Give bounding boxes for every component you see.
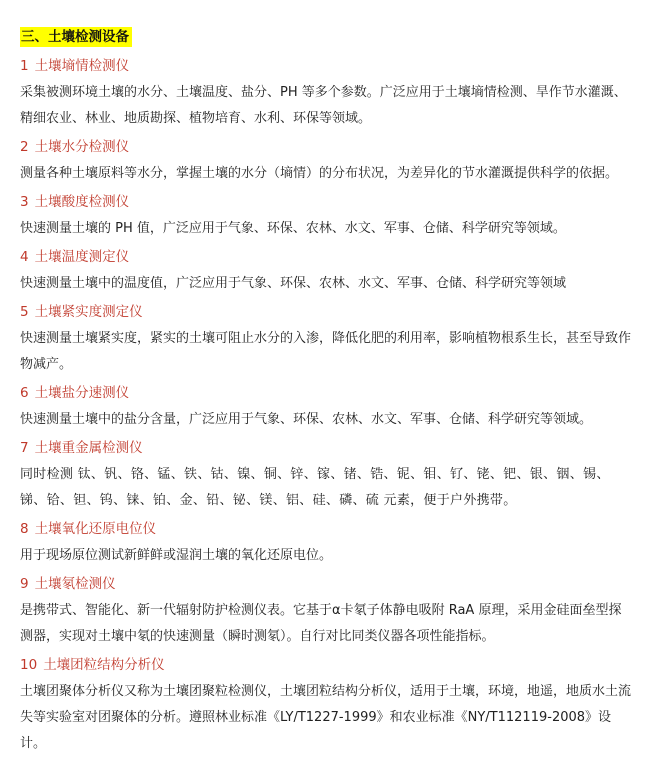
item-5	[20, 302, 632, 378]
item-title	[20, 655, 632, 675]
item-title	[20, 192, 632, 212]
item-number: 6	[20, 385, 29, 401]
item-7	[20, 438, 632, 514]
item-title	[20, 438, 632, 458]
item-number: 7	[20, 440, 29, 456]
item-10	[20, 655, 632, 757]
item-number: 8	[20, 521, 29, 537]
item-description: 是携带式、智能化、新一代辐射防护检测仪表。它基于α卡氡子体静电吸附 RaA 原理，采用金硅面垒型探测器，实现对土壤中氡的快速测量（瞬时测氡）。自行对比同类仪器各项性能指标。	[20, 603, 622, 644]
item-number: 10	[20, 657, 38, 673]
item-description: 快速测量土壤中的盐分含量，广泛应用于气象、环保、农林、水文、军事、仓储、科学研究等领域。	[20, 412, 593, 427]
item-6	[20, 383, 632, 433]
item-title	[20, 383, 632, 403]
item-description: 同时检测 钛、钒、铬、锰、铁、钴、镍、铜、锌、镓、锗、锆、铌、钼、钌、铑、钯、银、铟、锡、锑、铪、钽、钨、铼、铂、金、铅、铋、镁、铝、硅、磷、硫 元素，便于户外携带。	[20, 467, 610, 508]
item-number: 3	[20, 194, 29, 210]
item-2	[20, 137, 632, 187]
item-4	[20, 247, 632, 297]
item-description: 快速测量土壤中的温度值，广泛应用于气象、环保、农林、水文、军事、仓储、科学研究等领域	[20, 276, 567, 291]
item-title	[20, 137, 632, 157]
item-number: 4	[20, 249, 29, 265]
item-title-text: 土壤氧化还原电位仪	[34, 521, 157, 537]
item-number: 1	[20, 58, 29, 74]
item-description: 快速测量土壤的 PH 值，广泛应用于气象、环保、农林、水文、军事、仓储、科学研究等领域。	[20, 221, 566, 236]
item-description: 土壤团聚体分析仪又称为土壤团聚粒检测仪，土壤团粒结构分析仪，适用于土壤，环境，地遥，地质水土流失等实验室对团聚体的分析。遵照林业标准《LY/T1227-1999》和农业标准《NY/T112119-2008》设计。	[20, 684, 632, 751]
item-description: 采集被测环境土壤的水分、土壤温度、盐分、PH 等多个参数。广泛应用于土壤墒情检测、旱作节水灌溉、精细农业、林业、地质勘探、植物培育、水利、环保等领域。	[20, 85, 627, 126]
item-number: 5	[20, 304, 29, 320]
item-title-text: 土壤氡检测仪	[34, 576, 116, 592]
item-description: 用于现场原位测试新鲜鲜或湿润土壤的氧化还原电位。	[20, 548, 333, 563]
section-title: 三、土壤检测设备	[20, 27, 132, 47]
item-number: 2	[20, 139, 29, 155]
item-title-text: 土壤墒情检测仪	[34, 58, 130, 74]
item-title-text: 土壤盐分速测仪	[34, 385, 130, 401]
item-description: 测量各种土壤原料等水分，掌握土壤的水分（墒情）的分布状况，为差异化的节水灌溉提供科学的依据。	[20, 166, 619, 181]
item-title	[20, 302, 632, 322]
item-title	[20, 574, 632, 594]
item-title	[20, 56, 632, 76]
item-8	[20, 519, 632, 569]
item-title-text: 土壤水分检测仪	[34, 139, 130, 155]
item-title	[20, 519, 632, 539]
item-title	[20, 247, 632, 267]
item-title-text: 土壤重金属检测仪	[34, 440, 143, 456]
item-description: 快速测量土壤紧实度，紧实的土壤可阻止水分的入渗，降低化肥的利用率，影响植物根系生长，甚至导致作物减产。	[20, 331, 632, 372]
item-title-text: 土壤紧实度测定仪	[34, 304, 143, 320]
item-3	[20, 192, 632, 242]
item-title-text: 土壤酸度检测仪	[34, 194, 130, 210]
item-title-text: 土壤团粒结构分析仪	[43, 657, 165, 673]
item-1	[20, 56, 632, 132]
item-title-text: 土壤温度测定仪	[34, 249, 130, 265]
item-number: 9	[20, 576, 29, 592]
item-9	[20, 574, 632, 650]
